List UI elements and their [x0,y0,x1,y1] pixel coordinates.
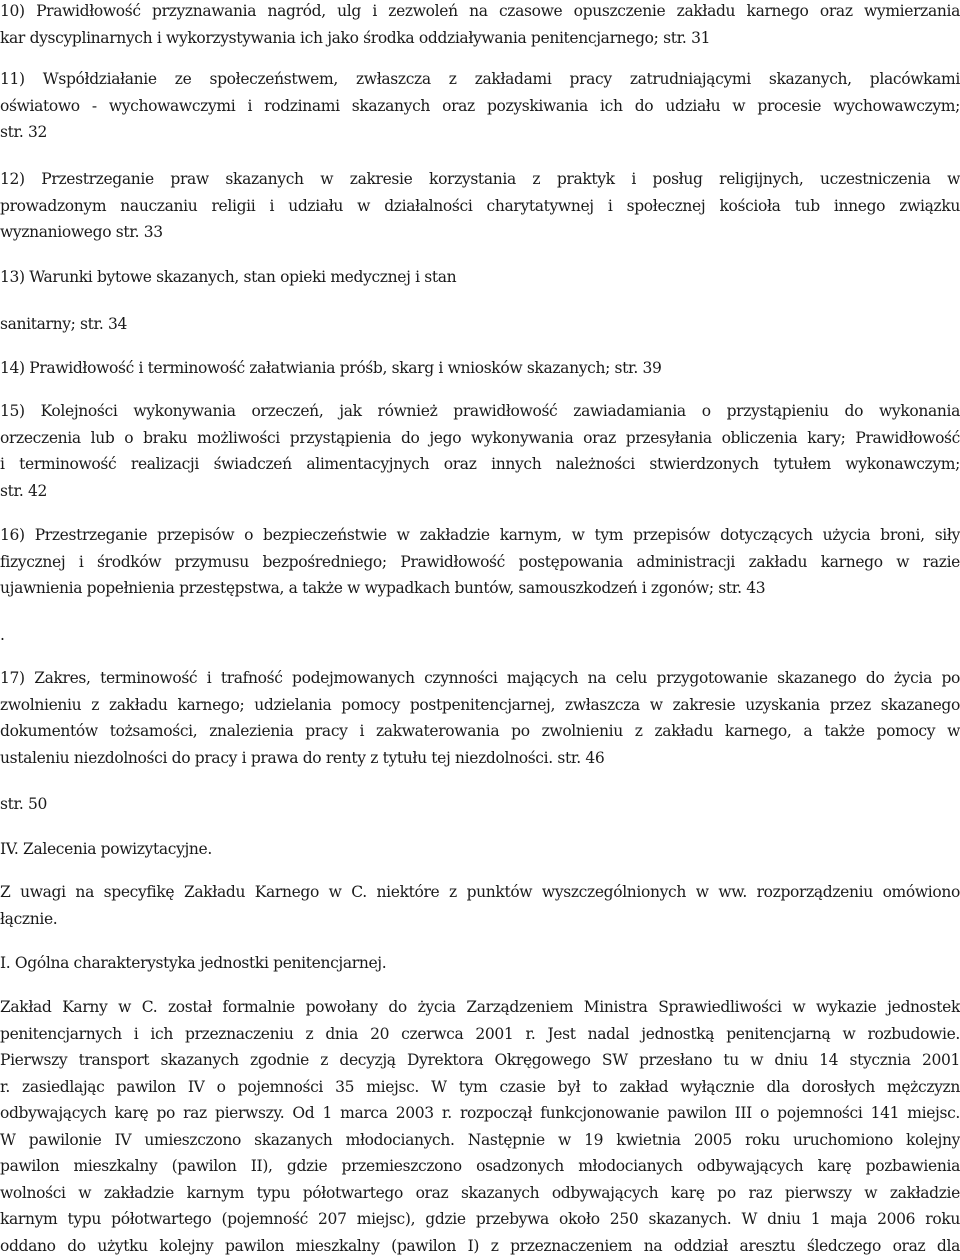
text-line: i terminowość realizacji świadczeń alimentacyjnych oraz innych należności stwierdzonych tytułem wykonawczym; [0,455,960,473]
text-line: W pawilonie IV umieszczono skazanych młodocianych. Następnie w 19 kwietnia 2005 roku uruchomiono kolejny [0,1130,960,1149]
text-line: str. 32 [0,123,48,141]
text-line: karnym typu półotwartego (pojemność 207 miejsc), gdzie przebywa około 250 skazanych. W dniu 1 maja 2006 roku [0,1210,960,1228]
page-reference [0,791,960,818]
list-item-11 [0,66,960,146]
note-paragraph [0,879,960,932]
text-line: str. 42 [0,481,48,500]
text-line: prowadzonym nauczaniu religii i udziału w działalności charytatywnej i społecznej kościoła tub innego związku [0,196,960,215]
text-line: odbywających karę po raz pierwszy. Od 1 marca 2003 r. rozpoczął funkcjonowanie pawilon III o pojemności 141 miejsc. [0,1104,960,1122]
text-line: oświatowo - wychowawczymi i rodzinami skazanych oraz pozyskiwania ich do udziału w procesie wychowawczym; [0,96,960,115]
section-heading-i [0,950,960,977]
text-line: 11) Współdziałanie ze społeczeństwem, zwłaszcza z zakładami pracy zatrudniającymi skazanych, placówkami [0,70,960,88]
body-paragraph [0,994,960,1259]
text-line: r. zasiedlając pawilon IV o pojemności 35 miejsc. W tym czasie był to zakład wyłącznie dla dorosłych mężczyzn [0,1077,960,1096]
text-line: ujawnienia popełnienia przestępstwa, a także w wypadkach buntów, samouszkodzeń i zgonów; str. 43 [0,579,766,597]
text-line: oddano do użytku kolejny pawilon mieszkalny (pawilon I) z przeznaczeniem na oddział aresztu śledczego oraz dla [0,1236,960,1255]
section-heading-iv [0,836,960,863]
text-line: 17) Zakres, terminowość i trafność podejmowanych czynności mających na celu przygotowanie skazanego do życia po [0,669,960,687]
list-item-16 [0,522,960,602]
list-item-12 [0,166,960,246]
text-line: fizycznej i środków przymusu bezpośredniego; Prawidłowość postępowania administracji zakładu karnego w razie [0,552,960,571]
text-line: str. 50 [0,795,48,813]
list-item-14 [0,355,960,382]
text-line: 13) Warunki bytowe skazanych, stan opieki medycznej i stan [0,268,457,286]
text-line: wolności w zakładzie karnym typu półotwartego oraz skazanych odbywających karę po raz pierwszy w zakładzie [0,1183,960,1202]
list-item-13 [0,264,960,291]
list-item-10 [0,0,960,51]
text-line: Zakład Karny w C. został formalnie powołany do życia Zarządzeniem Ministra Sprawiedliwości w wykazie jednostek [0,998,960,1016]
text-line: Pierwszy transport skazanych zgodnie z decyzją Dyrektora Okręgowego SW przesłano tu w dniu 14 stycznia 2001 [0,1051,960,1069]
text-line: pawilon mieszkalny (pawilon II), gdzie przemieszczono osadzonych młodocianych odbywających karę pozbawienia [0,1157,960,1175]
text-line: kar dyscyplinarnych i wykorzystywania ich jako środka oddziaływania penitencjarnego; str. 31 [0,28,711,47]
text-line: 10) Prawidłowość przyznawania nagród, ulg i zezwoleń na czasowe opuszczenie zakładu karnego oraz wymierzania [0,2,960,20]
text-line: wyznaniowego str. 33 [0,223,163,241]
text-line: zwolnieniu z zakładu karnego; udzielania pomocy postpenitencjarnej, zwłaszcza w zakresie uzyskania przez skazanego [0,695,960,714]
text-line: 15) Kolejności wykonywania orzeczeń, jak również prawidłowość zawiadamiania o przystąpieniu do wykonania [0,402,960,420]
text-line: . [0,626,5,644]
text-line: orzeczenia lub o braku możliwości przystąpienia do jego wykonywania oraz przesyłania obliczenia kary; Prawidłowość [0,428,960,447]
list-item-13-continued [0,311,960,338]
text-line: łącznie. [0,909,58,928]
text-line: penitencjarnych i ich przeznaczeniu z dnia 20 czerwca 2001 r. Jest nadal jednostką penitencjarną w rozbudowie. [0,1024,960,1043]
text-line: 16) Przestrzeganie przepisów o bezpieczeństwie w zakładzie karnym, w tym przepisów dotyczących użycia broni, siły [0,526,960,544]
text-line: dokumentów tożsamości, znalezienia pracy i zakwaterowania po zwolnieniu z zakładu karnego, a także pomocy w [0,722,960,740]
list-item-15 [0,398,960,504]
text-line: Z uwagi na specyfikę Zakładu Karnego w C. niektóre z punktów wyszczególnionych w ww. rozporządzeniu omówiono [0,883,960,901]
text-line: ustaleniu niezdolności do pracy i prawa do renty z tytułu tej niezdolności. str. 46 [0,748,605,767]
text-line: I. Ogólna charakterystyka jednostki penitencjarnej. [0,954,387,972]
text-line: IV. Zalecenia powizytacyjne. [0,840,212,858]
stray-dot [0,622,960,649]
list-item-17 [0,665,960,771]
text-line: sanitarny; str. 34 [0,315,128,333]
text-line: 14) Prawidłowość i terminowość załatwiania próśb, skarg i wniosków skazanych; str. 39 [0,359,662,377]
text-line: 12) Przestrzeganie praw skazanych w zakresie korzystania z praktyk i posług religijnych, uczestniczenia w [0,170,960,188]
